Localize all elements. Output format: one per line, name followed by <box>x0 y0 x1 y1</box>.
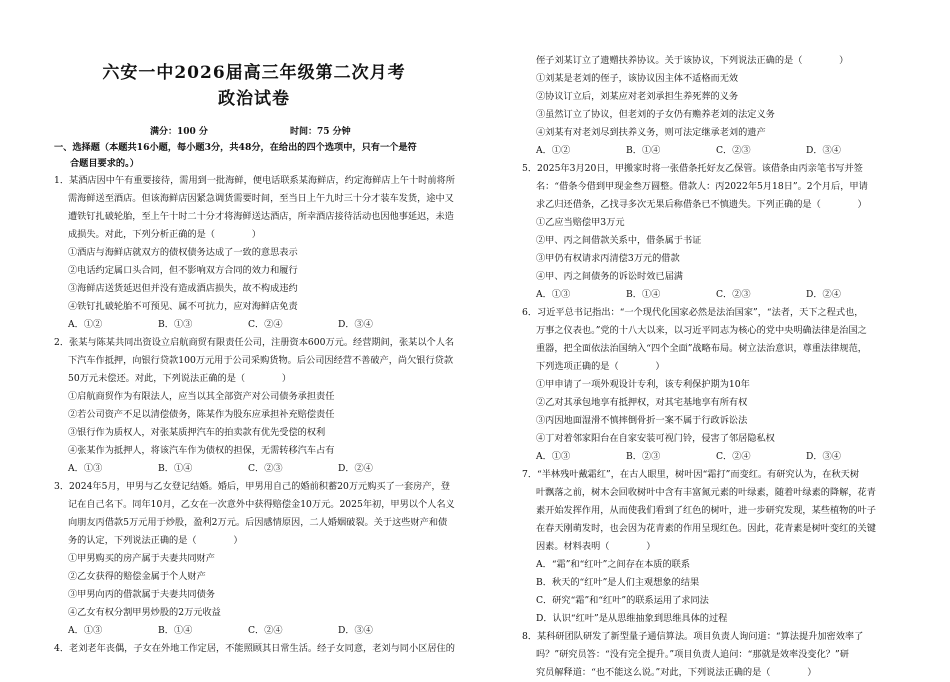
question-option: ①乙应当赔偿甲3万元 <box>536 217 625 228</box>
section-line-2: 合题目要求的。） <box>70 158 139 169</box>
answer-choices <box>522 448 912 466</box>
question-stem-line: 在春天刚萌发时，也会因为花青素的作用呈现红色。因此，花青素是树叶变红的关键 <box>536 523 876 534</box>
question-option: ④丁对着邻家阳台在自家安装可视门铃，侵害了邻居隐私权 <box>536 433 775 444</box>
answer-choice: A．①③ <box>68 463 103 474</box>
question-option: ④甲、丙之间债务的诉讼时效已届满 <box>536 271 683 282</box>
question-stem-line: 50万元未偿还。对此，下列说法正确的是（ ） <box>68 373 292 384</box>
question-stem-line: 叶飘落之前，树木会回收树叶中含有丰富氮元素的叶绿素，随着叶绿素的降解，花青 <box>536 487 876 498</box>
question-option: ④铁钉扎破轮胎不可预见、属不可抗力，应对海鲜店免责 <box>68 301 298 312</box>
question-option: A．“霜”和“红叶”之间存在本质的联系 <box>536 559 691 570</box>
answer-choice: D．②④ <box>338 463 373 474</box>
question <box>522 304 912 466</box>
question-option: C．研究“霜”和“红叶”的联系运用了求同法 <box>536 595 709 606</box>
answer-choice: B．①④ <box>158 463 193 474</box>
question-stem-line: 吗？”研究员答：“没有完全提升。”项目负责人追问：“那就是效率没变化？”研 <box>536 649 849 660</box>
question-option: ①刘某是老刘的侄子，该协议因主体不适格而无效 <box>536 73 739 84</box>
question-option: ③海鲜店送货延迟但并没有造成酒店损失，故不构成违约 <box>68 283 298 294</box>
question <box>54 172 494 334</box>
question-option: ③甲仍有权请求丙清偿3万元的借款 <box>536 253 680 264</box>
question-stem-line: 究员解释道：“也不能这么说。”对此，下列说法正确的是（ ） <box>536 667 817 678</box>
full-score: 满分：100 分 <box>150 127 208 137</box>
answer-choice: A．①③ <box>68 625 103 636</box>
answer-choice: C．②④ <box>248 319 283 330</box>
question-stem-line: 4．老刘老年丧偶，子女在外地工作定居，不能照顾其日常生活。经子女同意，老刘与同小区居住的 <box>54 643 455 654</box>
question <box>522 160 912 304</box>
question-option: ④乙女有权分割甲男炒股的2万元收益 <box>68 607 221 618</box>
question-stem-line: 3．2024年5月，甲男与乙女登记结婚。婚后，甲男用自己的婚前积蓄20万元购买了一套房产，登 <box>54 481 450 492</box>
exam-subtitle: 政治试卷 <box>218 89 290 109</box>
question-stem-line: 2．张某与陈某共同出资设立启航商贸有限责任公司，注册资本600万元。经营期间，张某以个人名 <box>54 337 455 348</box>
question-stem-line: 求乙归还借条，乙找寻多次无果后称借条已不慎遗失。下列正确的是（ ） <box>536 199 867 210</box>
answer-choice: C．②③ <box>716 145 751 156</box>
exam-time: 时间：75 分钟 <box>290 127 351 137</box>
question-stem-line: 8．某科研团队研发了新型量子通信算法。项目负责人询问道：“算法提升加密效率了 <box>522 631 864 642</box>
answer-choice: B．②③ <box>626 451 661 462</box>
question-option: ②协议订立后，刘某应对老刘承担生养死葬的义务 <box>536 91 739 102</box>
question-option: ③虽然订立了协议，但老刘的子女仍有赡养老刘的法定义务 <box>536 109 775 120</box>
question-option: ①甲申请了一项外观设计专利，该专利保护期为10年 <box>536 379 750 390</box>
question <box>522 628 912 682</box>
question <box>522 466 912 628</box>
question-stem-line: 下列选项正确的是（ ） <box>536 361 665 372</box>
answer-choice: B．①④ <box>626 145 661 156</box>
question-option: ③甲男向丙的借款属于夫妻共同债务 <box>68 589 215 600</box>
answer-choice: A．①② <box>536 145 571 156</box>
exam-title: 六安一中2026届高三年级第二次月考 <box>102 63 406 83</box>
question-option: D．认识“红叶”是从思维抽象到思维具体的过程 <box>536 613 728 624</box>
question-option: ②甲、丙之间借款关系中，借条属于书证 <box>536 235 702 246</box>
question <box>54 478 494 640</box>
question-stem-line: 5．2025年3月20日，甲搬家时将一张借条托好友乙保管。该借条由丙亲笔书写并签 <box>522 163 863 174</box>
section-heading <box>54 140 494 172</box>
answer-choice: D．③④ <box>806 451 841 462</box>
question-stem-line: 名：“借条今借到甲现金叁万圆整。借款人：丙2022年5月18日”。2个月后，甲请 <box>536 181 868 192</box>
question-stem-line: 7．“半林残叶戴霜红”，在古人眼里，树叶因“霜打”而变红。有研究认为，在秋天树 <box>522 469 860 480</box>
answer-choice: C．②④ <box>716 451 751 462</box>
left-column <box>54 172 494 658</box>
answer-choices <box>54 316 494 334</box>
answer-choices <box>54 622 494 640</box>
question-stem-line: 务的认定，下列说法正确的是（ ） <box>68 535 243 546</box>
question-option: ①酒店与海鲜店就双方的债权债务达成了一致的意思表示 <box>68 247 298 258</box>
question-stem-line: 遭铁钉扎破轮胎，至上午十时二十分才将海鲜送达酒店，所幸酒店接待活动也因他事延迟，未造 <box>68 211 454 222</box>
question-stem-line: 因素。材料表明（ ） <box>536 541 656 552</box>
question-stem-line: 需海鲜送至酒店。但该海鲜店因紧急调货需要时间，至当日上午九时三十分才装车发货，途中又 <box>68 193 454 204</box>
answer-choice: C．②④ <box>248 625 283 636</box>
answer-choice: C．②③ <box>248 463 283 474</box>
question <box>54 334 494 478</box>
right-column <box>522 52 912 682</box>
question-stem-line: 素开始发挥作用，从而使我们看到了红色的树叶，进一步研究发现，某些植物的叶子 <box>536 505 876 516</box>
question-option: ②乙女获得的赔偿金属于个人财产 <box>68 571 206 582</box>
answer-choice: C．②③ <box>716 289 751 300</box>
answer-choice: B．①③ <box>158 319 193 330</box>
question-option: ③银行作为质权人，对张某质押汽车的拍卖款有优先受偿的权利 <box>68 427 326 438</box>
question <box>522 52 912 160</box>
section-line-1: 一、选择题（本题共16小题，每小题3分，共48分，在给出的四个选项中，只有一个是符 <box>54 142 417 153</box>
answer-choice: D．③④ <box>338 625 373 636</box>
question-stem-line: 记在自己名下。同年10月，乙女在一次意外中获得赔偿金10万元。2025年初，甲男以个人名义 <box>68 499 455 510</box>
answer-choice: B．①④ <box>626 289 661 300</box>
answer-choice: B．①④ <box>158 625 193 636</box>
question-option: B．秋天的“红叶”是人们主观想象的结果 <box>536 577 700 588</box>
question-stem-line: 重器，把全面依法治国纳入“四个全面”战略布局。树立法治意识，尊重法律规范， <box>536 343 867 354</box>
question-stem-line: 6．习近平总书记指出：“一个现代化国家必然是法治国家”，“法者，天下之程式也， <box>522 307 864 318</box>
answer-choice: A．①② <box>68 319 103 330</box>
question-option: ①甲男购买的房产属于夫妻共同财产 <box>68 553 215 564</box>
question-option: ②若公司资产不足以清偿债务，陈某作为股东应承担补充赔偿责任 <box>68 409 335 420</box>
answer-choices <box>54 460 494 478</box>
question <box>54 640 494 658</box>
answer-choice: D．③④ <box>338 319 373 330</box>
question-stem-line: 1．某酒店因中午有重要接待，需用到一批海鲜，便电话联系某海鲜店，约定海鲜店上午十时前将所 <box>54 175 455 186</box>
answer-choice: D．③④ <box>806 145 841 156</box>
question-stem-line: 向朋友丙借款5万元用于炒股，盈利2万元。后因感情原因，二人婚姻破裂。关于这些财产和债 <box>68 517 448 528</box>
question-stem-line: 下汽车作抵押，向银行贷款100万元用于公司采购货物。后公司因经营不善破产，尚欠银行贷款 <box>68 355 454 366</box>
answer-choices <box>522 142 912 160</box>
answer-choices <box>522 286 912 304</box>
answer-choice: A．①③ <box>536 451 571 462</box>
question-stem-line: 成损失。对此，下列分析正确的是（ ） <box>68 229 261 240</box>
question-option: ④张某作为抵押人，将该汽车作为债权的担保，无需转移汽车占有 <box>68 445 335 456</box>
question-stem-line: 侄子刘某订立了遗赠扶养协议。关于该协议，下列说法正确的是（ ） <box>536 55 849 66</box>
question-option: ②乙对其承包地享有抵押权，对其宅基地享有所有权 <box>536 397 748 408</box>
question-option: ②电话约定属口头合同，但不影响双方合同的效力和履行 <box>68 265 298 276</box>
question-option: ④刘某有对老刘尽到扶养义务，则可法定继承老刘的遗产 <box>536 127 766 138</box>
answer-choice: D．②④ <box>806 289 841 300</box>
question-option: ③丙因地面湿滑不慎摔倒骨折一案不属于行政诉讼法 <box>536 415 748 426</box>
question-stem-line: 万事之仪表也。”党的十八大以来，以习近平同志为核心的党中央明确法律是治国之 <box>536 325 867 336</box>
question-option: ①启航商贸作为有限法人，应当以其全部资产对公司债务承担责任 <box>68 391 335 402</box>
answer-choice: A．①③ <box>536 289 571 300</box>
